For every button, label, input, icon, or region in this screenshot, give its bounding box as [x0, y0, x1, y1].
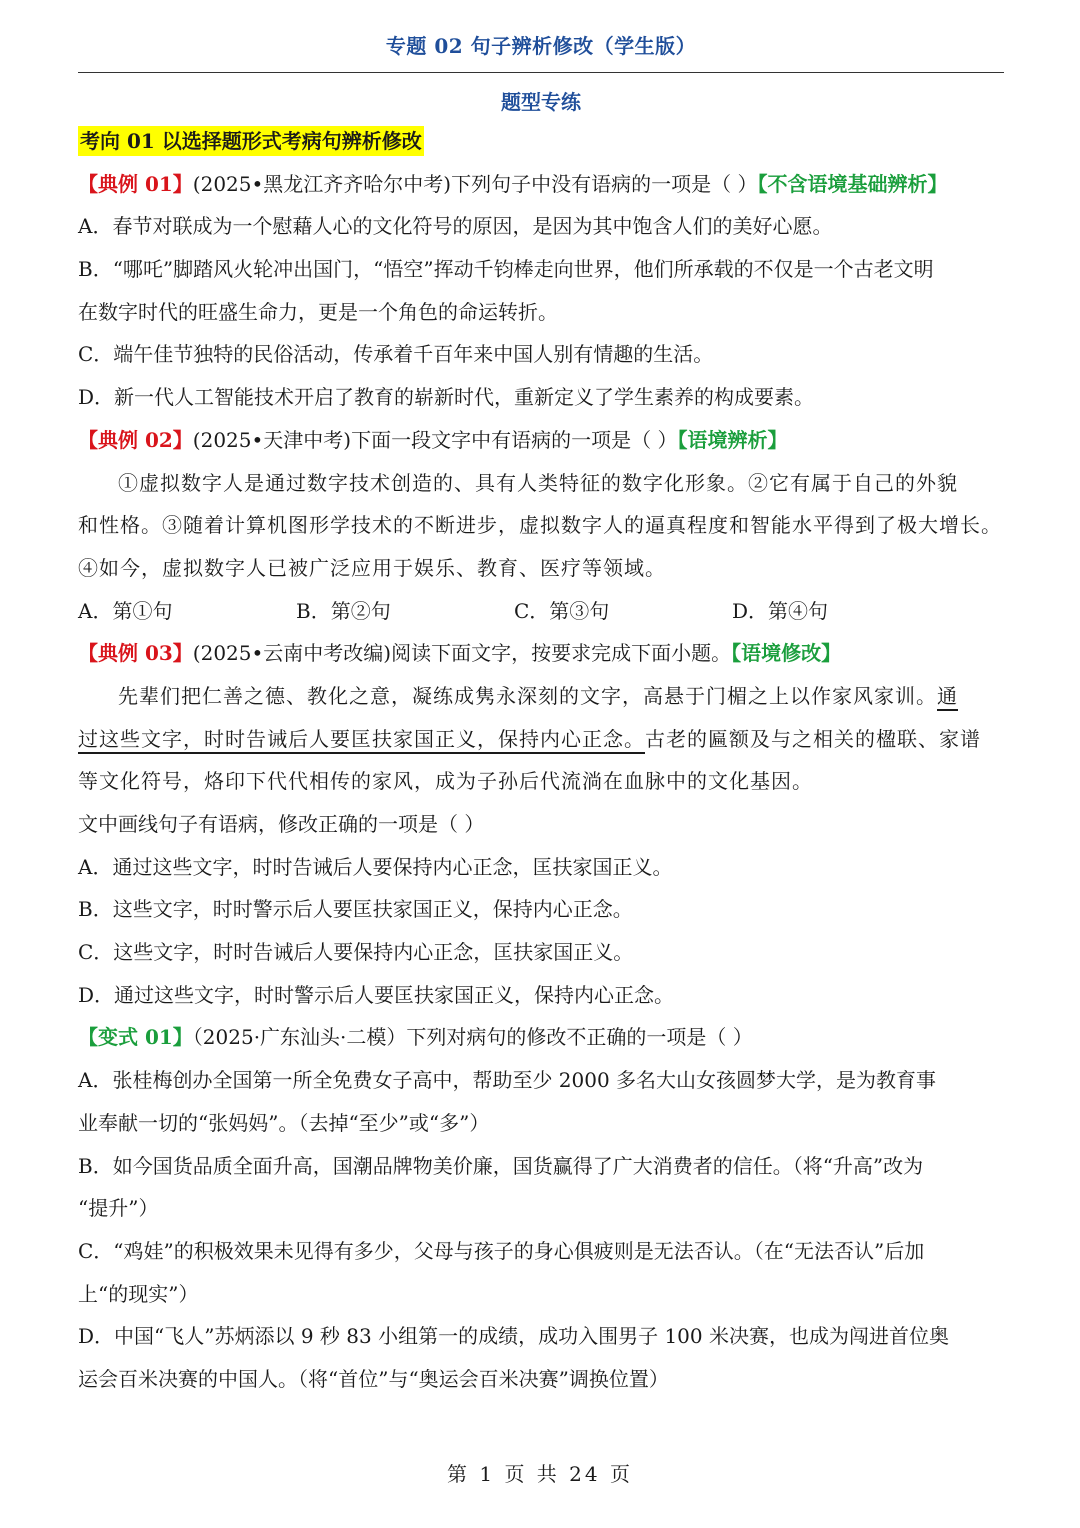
option-d: D．新一代人工智能技术开启了教育的崭新时代，重新定义了学生素养的构成要素。	[78, 385, 815, 410]
question-text: 文中画线句子有语病，修改正确的一项是（ ）	[78, 812, 485, 836]
example-source: (2025•云南中考改编)阅读下面文字，按要求完成下面小题。	[192, 641, 732, 666]
passage-line-3: 等文化符号，烙印下代代相传的家风，成为子孙后代流淌在血脉中的文化基因。	[78, 769, 813, 794]
option-c: C．这些文字，时时告诫后人要保持内心正念，匡扶家国正义。	[78, 940, 634, 965]
question-type-tag: 【语境辨析】	[677, 427, 788, 452]
option-a-line-1: A．张桂梅创办全国第一所全免费女子高中，帮助至少 2000 多名大山女孩圆梦大学，是为教育事	[78, 1068, 937, 1093]
underlined-sentence: 过这些文字，时时告诫后人要匡扶家国正义，保持内心正念。	[78, 726, 645, 751]
topic-row	[78, 120, 1004, 163]
document-header-title: 专题 02 句子辨析修改（学生版）	[385, 34, 697, 58]
example-03-stem	[78, 632, 1004, 675]
passage-text: 先辈们把仁善之德、教化之意，凝练成隽永深刻的文字，高悬于门楣之上以作家风家训。	[118, 683, 937, 708]
passage-line-3: ④如今，虚拟数字人已被广泛应用于娱乐、教育、医疗等领域。	[78, 555, 666, 580]
content	[78, 120, 1004, 1401]
section-title: 题型专练	[501, 90, 581, 114]
question-type-tag: 【不含语境基础辨析】	[757, 171, 948, 196]
option-b-line-2: “提升”）	[78, 1196, 159, 1221]
option-b-line-2: 在数字时代的旺盛生命力，更是一个角色的命运转折。	[78, 299, 558, 324]
page-footer: 第 1 页 共 24 页	[447, 1462, 633, 1486]
option-d: D．第④句	[732, 598, 829, 623]
example-01-stem	[78, 163, 1004, 206]
option-a: A．第①句	[78, 598, 173, 623]
option-d: D．通过这些文字，时时警示后人要匡扶家国正义，保持内心正念。	[78, 982, 675, 1007]
variant-01-stem	[78, 1016, 1004, 1059]
passage-line-1	[78, 675, 1004, 718]
example-source: (2025•天津中考)下面一段文字中有语病的一项是（ ）	[192, 427, 678, 452]
variant-tag: 【变式 01】	[78, 1025, 193, 1050]
options-row	[78, 590, 1004, 633]
option-b: B．这些文字，时时警示后人要匡扶家国正义，保持内心正念。	[78, 897, 633, 922]
example-02-stem	[78, 419, 1004, 462]
option-d-line-2: 运会百米决赛的中国人。（将“首位”与“奥运会百米决赛”调换位置）	[78, 1366, 669, 1391]
option-c-line-1: C．“鸡娃”的积极效果未见得有多少，父母与孩子的身心俱疲则是无法否认。（在“无法否认”后加	[78, 1238, 925, 1263]
passage-line-1: ①虚拟数字人是通过数字技术创造的、具有人类特征的数字化形象。②它有属于自己的外貌	[118, 470, 958, 495]
example-tag: 【典例 03】	[78, 641, 193, 666]
passage-line-2: 和性格。③随着计算机图形学技术的不断进步，虚拟数字人的逼真程度和智能水平得到了极大增长。	[78, 513, 1002, 538]
passage-line-2	[78, 718, 1004, 761]
option-c-line-2: 上“的现实”）	[78, 1281, 199, 1306]
example-tag: 【典例 02】	[78, 427, 193, 452]
option-a: A．春节对联成为一个慰藉人心的文化符号的原因，是因为其中饱含人们的美好心愿。	[78, 214, 833, 239]
header-divider	[78, 72, 1004, 73]
option-c: C．端午佳节独特的民俗活动，传承着千百年来中国人别有情趣的生活。	[78, 342, 714, 367]
question-type-tag: 【语境修改】	[731, 641, 842, 666]
option-b-line-1: B．“哪吒”脚踏风火轮冲出国门，“悟空”挥动千钧棒走向世界，他们所承载的不仅是一个古老文明	[78, 257, 934, 282]
variant-source: （2025·广东汕头·二模）下列对病句的修改不正确的一项是（ ）	[192, 1025, 753, 1050]
topic-label: 考向 01 以选择题形式考病句辨析修改	[78, 126, 424, 156]
option-d-line-1: D．中国“飞人”苏炳添以 9 秒 83 小组第一的成绩，成功入围男子 100 米决赛，也成为闯进首位奥	[78, 1324, 949, 1349]
option-a: A．通过这些文字，时时告诫后人要保持内心正念，匡扶家国正义。	[78, 854, 673, 879]
option-b: B．第②句	[296, 598, 391, 623]
example-source: (2025•黑龙江齐齐哈尔中考)下列句子中没有语病的一项是（ ）	[192, 171, 758, 196]
underlined-sentence: 通	[937, 683, 958, 708]
option-b-line-1: B．如今国货品质全面升高，国潮品牌物美价廉，国货赢得了广大消费者的信任。（将“升高”改为	[78, 1153, 924, 1178]
passage-text: 古老的匾额及与之相关的楹联、家谱	[645, 726, 981, 751]
option-a-line-2: 业奉献一切的“张妈妈”。（去掉“至少”或“多”）	[78, 1110, 490, 1135]
example-tag: 【典例 01】	[78, 171, 193, 196]
option-c: C．第③句	[514, 598, 610, 623]
